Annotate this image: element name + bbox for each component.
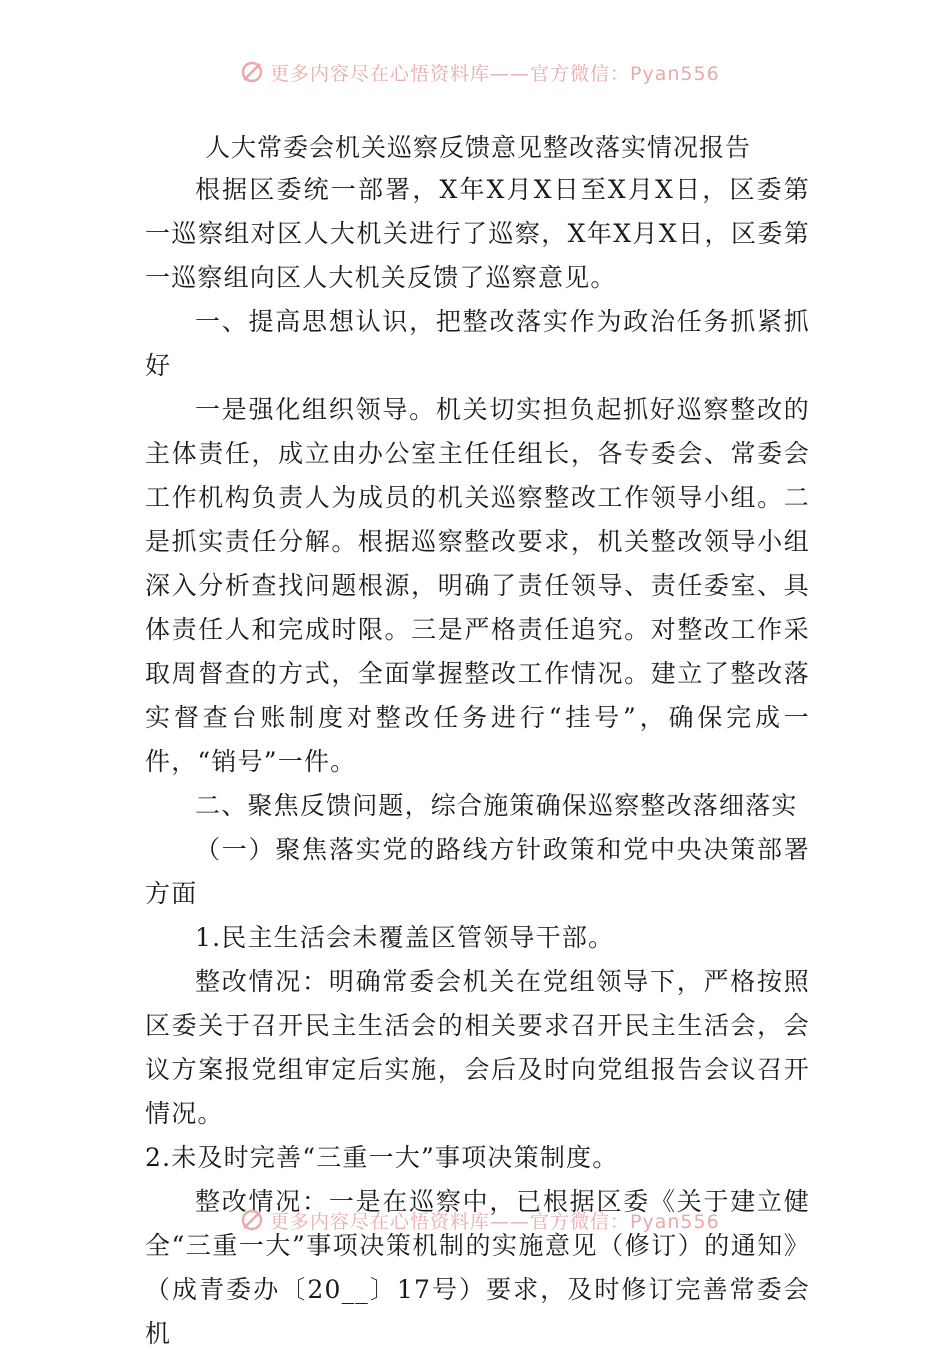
watermark-text: 更多内容尽在心悟资料库——官方微信：Pyan556 xyxy=(270,62,720,85)
rectification-status-2: 整改情况：一是在巡察中，已根据区委《关于建立健全“三重一大”事项决策机制的实施意见（修订）的通知》（成青委办〔20__〕17号）要求，及时修订完善常委会机 xyxy=(145,1187,810,1348)
watermark-text: 更多内容尽在心悟资料库——官方微信：Pyan556 xyxy=(270,1210,720,1233)
watermark-footer xyxy=(240,1206,760,1234)
rectification-status-1: 整改情况：明确常委会机关在党组领导下，严格按照区委关于召开民主生活会的相关要求召开民主生活会，会议方案报党组审定后实施，会后及时向党组报告会议召开情况。 xyxy=(145,967,810,1128)
section-heading-1: 一、提高思想认识，把整改落实作为政治任务抓紧抓好 xyxy=(145,307,810,380)
section-heading-2: 二、聚焦反馈问题，综合施策确保巡察整改落细落实 xyxy=(195,791,798,820)
issue-item-1: 1.民主生活会未覆盖区管领导干部。 xyxy=(195,923,615,952)
brand-logo-icon xyxy=(240,1208,264,1232)
brand-logo-icon xyxy=(240,60,264,84)
document-title: 人大常委会机关巡察反馈意见整改落实情况报告 xyxy=(205,133,752,162)
paragraph-intro: 根据区委统一部署，X年X月X日至X月X日，区委第一巡察组对区人大机关进行了巡察，X年X月X日，区委第一巡察组向区人大机关反馈了巡察意见。 xyxy=(145,175,810,292)
paragraph-section-1: 一是强化组织领导。机关切实担负起抓好巡察整改的主体责任，成立由办公室主任任组长，各专委会、常委会工作机构负责人为成员的机关巡察整改工作领导小组。二是抓实责任分解。根据巡察整改要求，机关整改领导小组深入分析查找问题根源，明确了责任领导、责任委室、具体责任人和完成时限。三是严格责任追究。对整改工作采取周督查的方式，全面掌握整改工作情况。建立了整改落实督查台账制度对整改任务进行“挂号”，确保完成一件，“销号”一件。 xyxy=(145,395,810,776)
subsection-heading-1: （一）聚焦落实党的路线方针政策和党中央决策部署方面 xyxy=(145,835,810,908)
document-body xyxy=(145,168,810,1356)
watermark-header xyxy=(240,58,760,86)
issue-item-2: 2.未及时完善“三重一大”事项决策制度。 xyxy=(145,1143,619,1172)
